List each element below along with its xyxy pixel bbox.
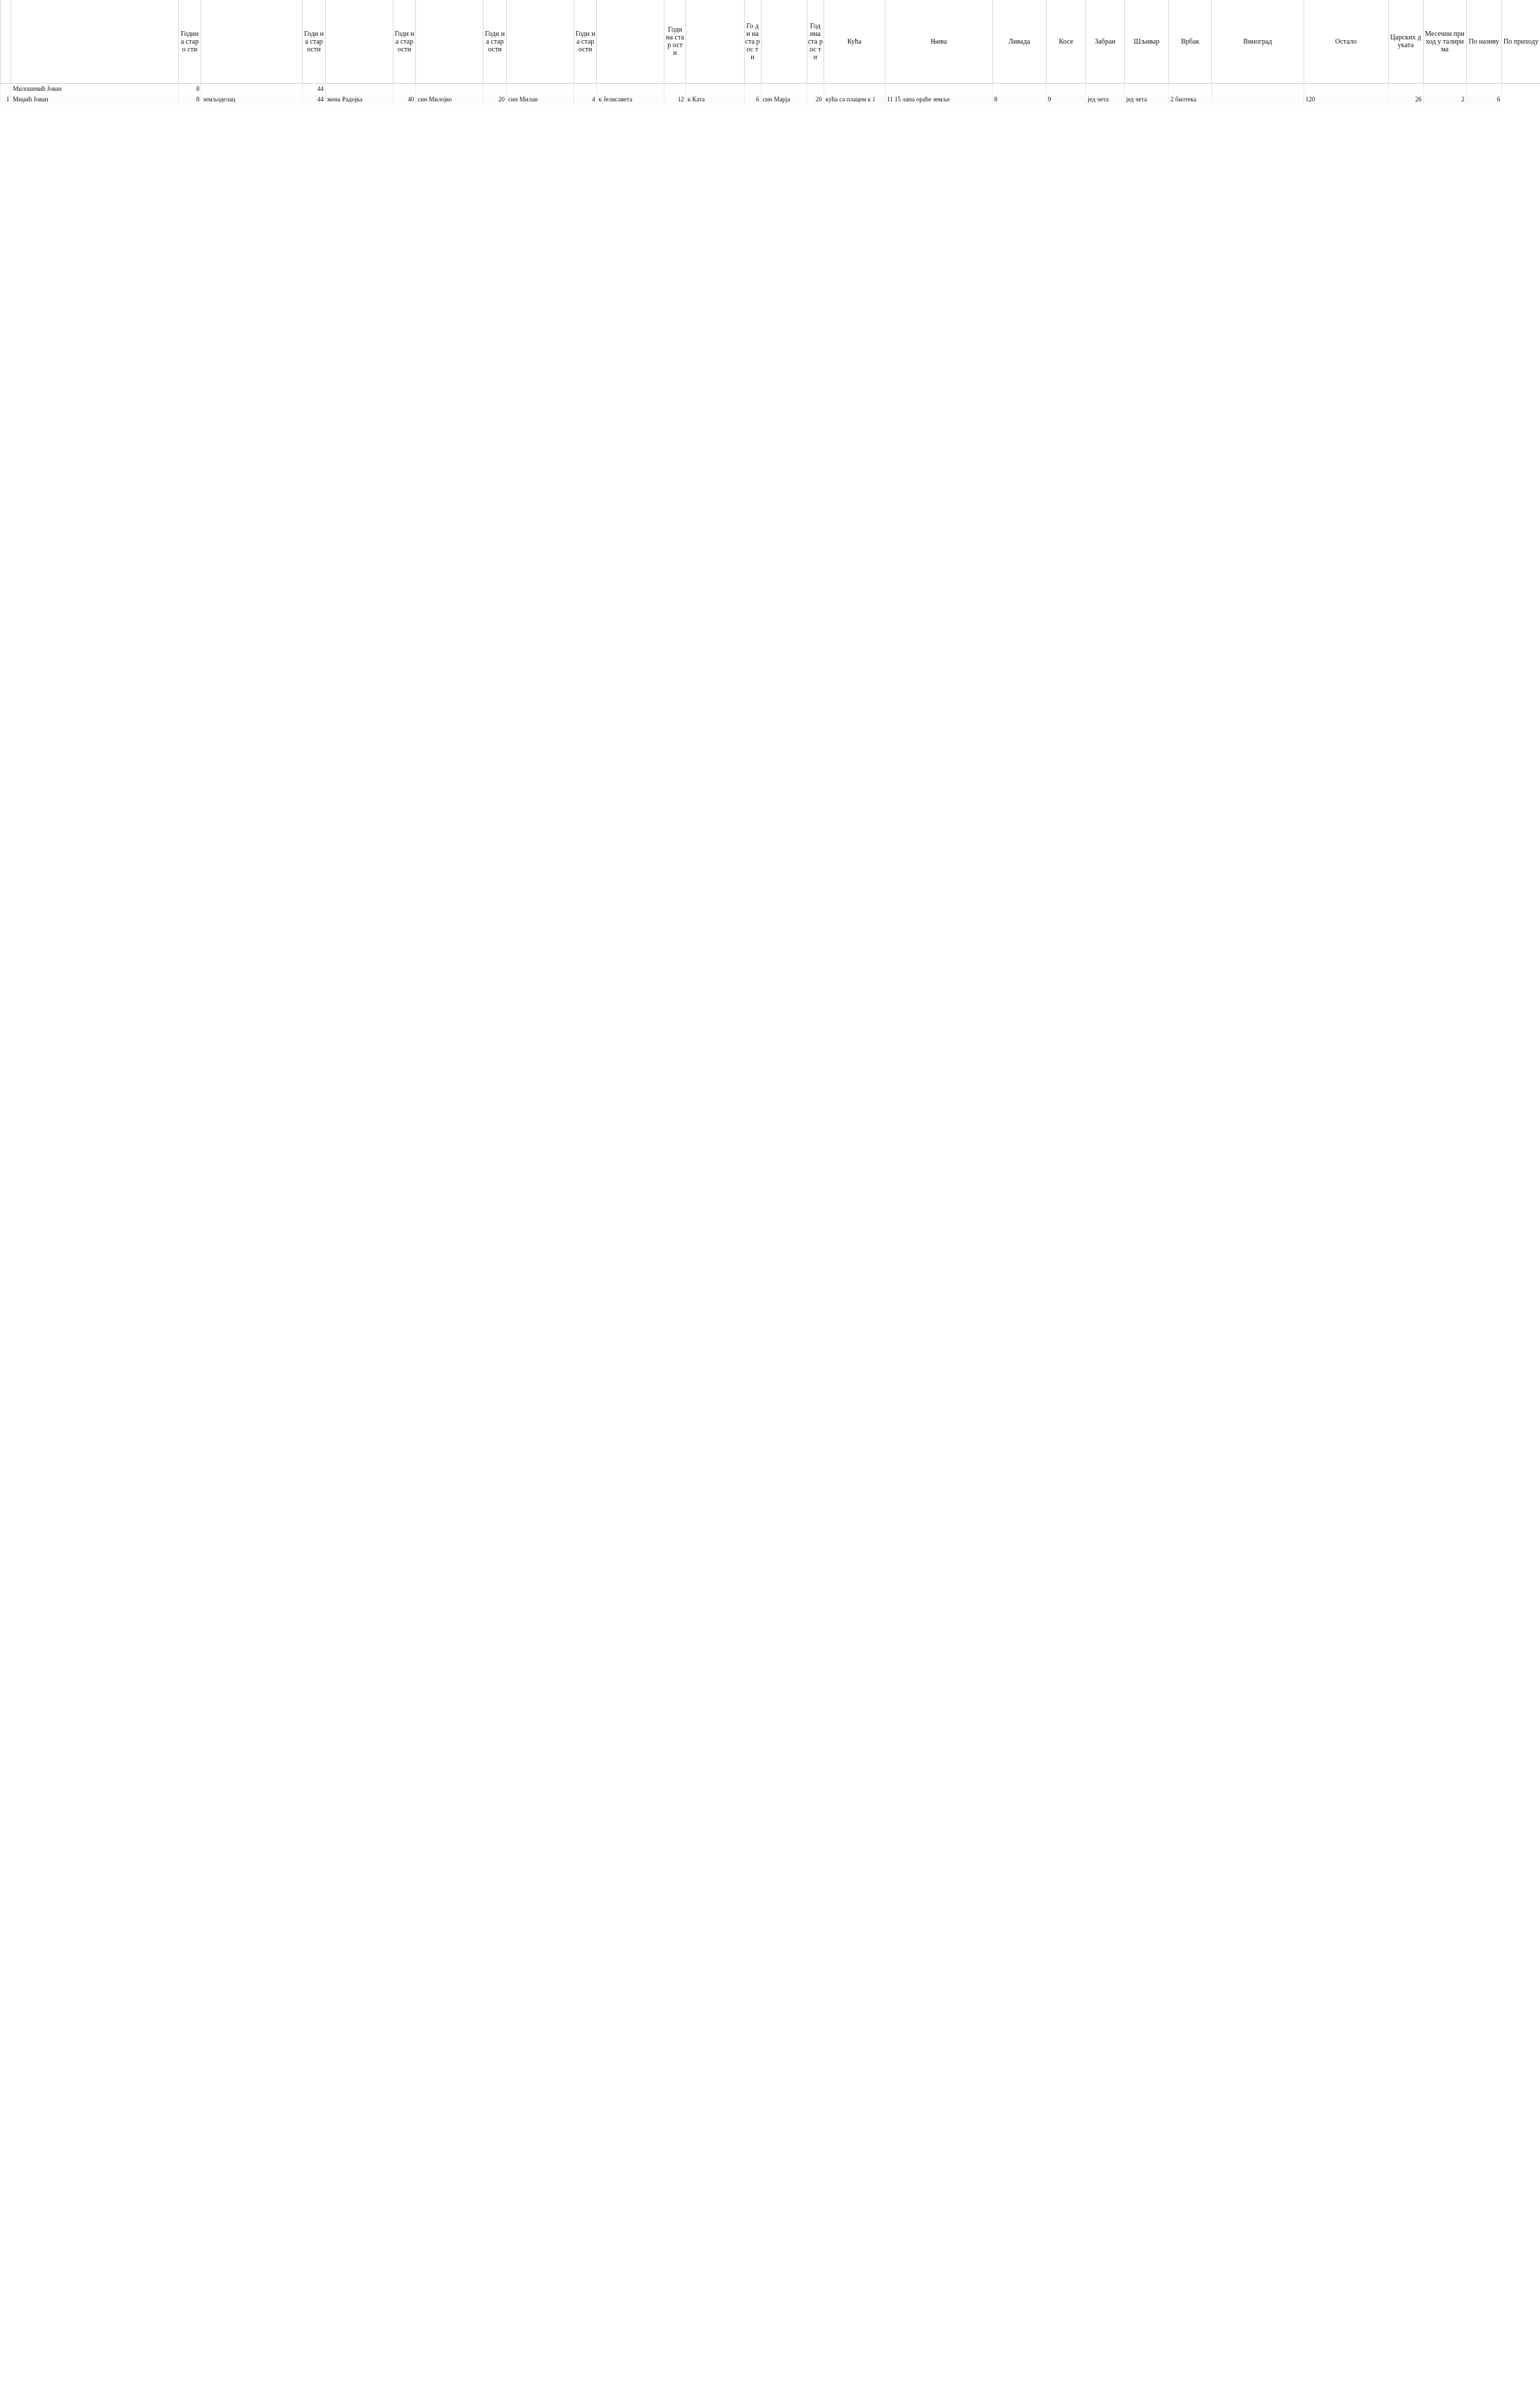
cell-income: [1501, 84, 1540, 94]
column-header-kose: Косе: [1046, 0, 1086, 84]
cell-zabran: јед чета: [1086, 94, 1124, 105]
cell-bynum: 6: [1466, 94, 1501, 105]
cell-m1a: [393, 84, 416, 94]
cell-vinograd: [1212, 84, 1304, 94]
cell-m2a: [484, 84, 507, 94]
column-header-shljivar: Шљивар: [1124, 0, 1168, 84]
column-header-income: По приходу: [1501, 0, 1540, 84]
cell-m4: [597, 84, 664, 94]
column-header-zabran: Забран: [1086, 0, 1124, 84]
column-header-wife_age: Годи на стар ости: [303, 0, 326, 84]
column-header-m4: [597, 0, 664, 84]
cell-m5a: 6: [744, 94, 761, 105]
cell-kose: 9: [1046, 94, 1086, 105]
cell-wife_age: 44: [303, 94, 326, 105]
cell-m6a: [807, 84, 823, 94]
column-header-vinograd: Виноград: [1212, 0, 1304, 84]
column-header-m4a: Годи на стар ост и: [664, 0, 686, 84]
cell-ostalo: 120: [1304, 94, 1388, 105]
cell-kose: [1046, 84, 1086, 94]
column-header-monthly: Месечни приход у талирима: [1423, 0, 1466, 84]
table-row: [1, 84, 1540, 94]
column-header-ostalo: Остало: [1304, 0, 1388, 84]
household-table: [0, 0, 1540, 105]
cell-ducats: [1388, 84, 1423, 94]
cell-zabran: [1086, 84, 1124, 94]
column-header-m6a: Год ина ста рос ти: [807, 0, 823, 84]
column-header-m1a: Годи на стар ости: [393, 0, 416, 84]
cell-m4: к Јелисавета: [597, 94, 664, 105]
column-header-vrbak: Врбак: [1169, 0, 1212, 84]
cell-m3a: [574, 84, 597, 94]
cell-no: [1, 84, 11, 94]
column-header-m5: [686, 0, 744, 84]
cell-m5: к Ката: [686, 94, 744, 105]
cell-name: Милошевић Јован: [11, 84, 178, 94]
cell-m1: жена Радојка: [325, 94, 393, 105]
column-header-m1: [325, 0, 393, 84]
cell-m5a: [744, 84, 761, 94]
cell-m6: син Марјa: [761, 94, 807, 105]
cell-vinograd: [1212, 94, 1304, 105]
cell-bynum: [1466, 84, 1501, 94]
cell-vrbak: [1169, 84, 1212, 94]
cell-field: [885, 84, 993, 94]
column-header-m3: [506, 0, 574, 84]
column-header-name: [11, 0, 178, 84]
cell-ducats: 26: [1388, 94, 1423, 105]
cell-shljivar: [1124, 84, 1168, 94]
cell-m6a: 20: [807, 94, 823, 105]
header-row: [1, 0, 1540, 84]
column-header-m2a: Годи на стар ости: [484, 0, 507, 84]
column-header-m2: [416, 0, 484, 84]
cell-wife: [201, 84, 303, 94]
column-header-field: Њива: [885, 0, 993, 84]
cell-no: 1: [1, 94, 11, 105]
table-body: [1, 84, 1540, 105]
cell-m2: [416, 84, 484, 94]
cell-wife_age: 44: [303, 84, 326, 94]
column-header-house: Кућа: [823, 0, 885, 84]
cell-m5: [686, 84, 744, 94]
column-header-no: [1, 0, 11, 84]
column-header-wife: [201, 0, 303, 84]
cell-m2a: 20: [484, 94, 507, 105]
column-header-m6: [761, 0, 807, 84]
cell-house: [823, 84, 885, 94]
cell-m4a: 12: [664, 94, 686, 105]
cell-name: Миџић Јован: [11, 94, 178, 105]
cell-m2: син Милојко: [416, 94, 484, 105]
cell-m6: [761, 84, 807, 94]
cell-livada: [992, 84, 1046, 94]
cell-vrbak: 2 биотека: [1169, 94, 1212, 105]
cell-m1: [325, 84, 393, 94]
cell-m3: [506, 84, 574, 94]
column-header-m3a: Годи на стар ости: [574, 0, 597, 84]
cell-house: кућа са плацем к 1: [823, 94, 885, 105]
cell-m1a: 40: [393, 94, 416, 105]
cell-ostalo: [1304, 84, 1388, 94]
column-header-m5a: Го ди на ста рос ти: [744, 0, 761, 84]
cell-m3a: 4: [574, 94, 597, 105]
cell-shljivar: јед чета: [1124, 94, 1168, 105]
cell-livada: 8: [992, 94, 1046, 105]
cell-age: 8: [178, 94, 201, 105]
column-header-bynum: По називу: [1466, 0, 1501, 84]
cell-m3: син Милан: [506, 94, 574, 105]
table-row: [1, 94, 1540, 105]
cell-wife: земљоделац: [201, 94, 303, 105]
cell-monthly: [1423, 84, 1466, 94]
column-header-livada: Ливада: [992, 0, 1046, 84]
cell-monthly: 2: [1423, 94, 1466, 105]
cell-m4a: [664, 84, 686, 94]
column-header-ducats: Царских дуката: [1388, 0, 1423, 84]
cell-field: 11 15 ланa орaће земље: [885, 94, 993, 105]
cell-age: 8: [178, 84, 201, 94]
column-header-age: Годин а старо сти: [178, 0, 201, 84]
